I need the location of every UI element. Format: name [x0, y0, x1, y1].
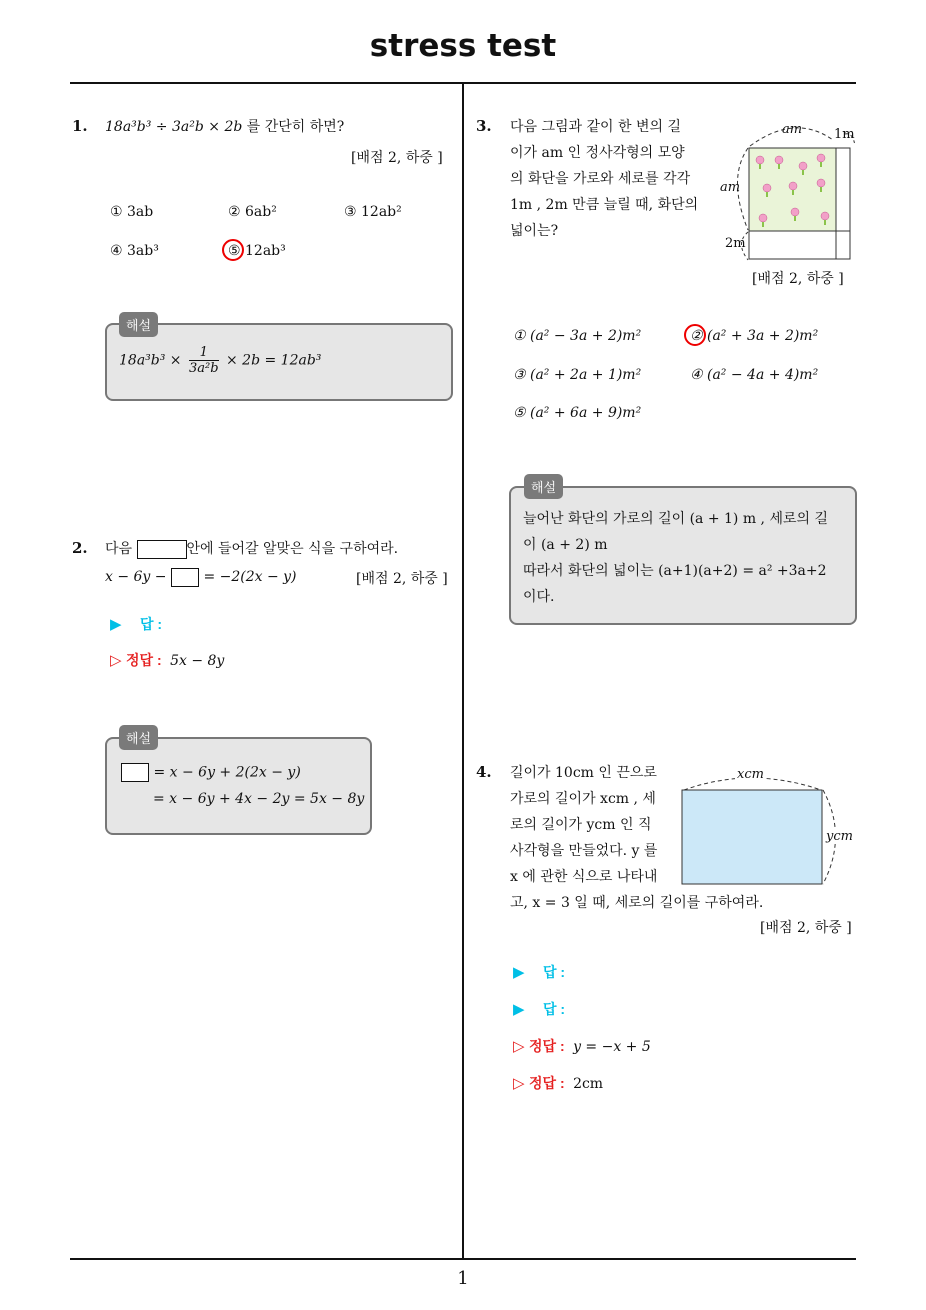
correct-value: 5x − 8y: [170, 653, 225, 669]
explanation-fraction: $\frac{1}{\text{3a²b}}$: [188, 345, 219, 376]
score-label: [배점 2, 하중 ]: [351, 150, 443, 166]
answer-label: 답 :: [140, 616, 163, 632]
answer-label: 답 :: [543, 1001, 566, 1017]
explanation-line-1: = x − 6y + 2(2x − y): [121, 763, 301, 782]
option-4[interactable]: ④ (a² − 4a + 4)m²: [690, 367, 819, 383]
question-text: [105, 114, 344, 140]
rectangle-figure: [676, 768, 846, 892]
correct-label: 정답 :: [529, 1075, 565, 1091]
blank-box[interactable]: [171, 568, 199, 587]
selected-option-circle-icon: [684, 324, 706, 346]
figure-label-right-top: 1m: [834, 127, 855, 142]
answer-row[interactable]: [110, 614, 162, 634]
explanation-line-1: 늘어난 화단의 가로의 길이 (a + 1) m , 세로의 길: [523, 511, 828, 527]
page-title: stress test: [369, 28, 557, 64]
explanation-line-3: 따라서 화단의 넓이는 (a+1)(a+2) = a² +3a+2: [523, 563, 827, 579]
correct-label: 정답 :: [126, 652, 162, 668]
question-number: 1.: [72, 117, 88, 135]
question-text-line-1: 다음 그림과 같이 한 변의 길: [510, 119, 682, 135]
question-text-line-4: 1m , 2m 만큼 늘릴 때, 화단의: [510, 197, 699, 213]
blank-box: [121, 763, 149, 782]
explanation-line-4: 이다.: [523, 589, 555, 605]
answer-arrow-icon: ▶: [513, 1000, 525, 1018]
question-text-line-1: 길이가 10cm 인 끈으로: [510, 765, 657, 781]
question-text-line-5: 넓이는?: [510, 223, 559, 239]
question-text-line-5: x 에 관한 식으로 나타내: [510, 869, 658, 885]
question-math: 18a³b³ ÷ 3a²b × 2b: [105, 119, 243, 135]
question-text-line-2: x − 6y − = −2(2x − y): [105, 569, 297, 585]
score-label: [배점 2, 하중 ]: [356, 571, 448, 587]
blank-box[interactable]: [137, 540, 187, 559]
correct-value: 2cm: [573, 1076, 604, 1092]
answer-row-2[interactable]: [513, 999, 565, 1019]
option-2[interactable]: ② 6ab²: [228, 204, 277, 220]
explanation-tag: 해설: [119, 312, 158, 337]
option-5[interactable]: ⑤ 12ab³: [228, 243, 286, 259]
answer-row-1[interactable]: [513, 962, 565, 982]
explanation-tag: 해설: [524, 474, 563, 499]
selected-option-circle-icon: [222, 239, 244, 261]
question-number: 3.: [476, 117, 492, 135]
column-divider: [462, 83, 464, 1259]
correct-arrow-icon: ▷: [110, 651, 122, 669]
question-text-line-6: 고, x = 3 일 때, 세로의 길이를 구하여라.: [510, 895, 764, 911]
question-number: 4.: [476, 763, 492, 781]
option-1[interactable]: ① 3ab: [110, 204, 154, 220]
question-text-line-3: 로의 길이가 ycm 인 직: [510, 817, 652, 833]
question-number: 2.: [72, 539, 88, 557]
figure-label-top: xcm: [737, 767, 764, 782]
figure-label-right: ycm: [826, 829, 853, 844]
answer-arrow-icon: ▶: [110, 615, 122, 633]
question-text-line-2: 가로의 길이가 xcm , 세: [510, 791, 656, 807]
figure-label-top: am: [782, 122, 803, 137]
score-label: [배점 2, 하중 ]: [760, 920, 852, 936]
correct-label: 정답 :: [529, 1038, 565, 1054]
explanation-line-2: = x − 6y + 4x − 2y = 5x − 8y: [153, 791, 365, 807]
figure-label-left: am: [720, 180, 741, 195]
correct-value: y = −x + 5: [573, 1039, 651, 1055]
footer-rule: [70, 1258, 856, 1260]
correct-arrow-icon: ▷: [513, 1037, 525, 1055]
explanation-box: [105, 737, 372, 835]
explanation-line-2: 이 (a + 2) m: [523, 537, 608, 553]
figure-label-bottom-left: 2m: [725, 236, 746, 251]
question-text-line-1: 다음 안에 들어갈 알맞은 식을 구하여라.: [105, 541, 399, 557]
page-number: 1: [457, 1268, 469, 1289]
option-5[interactable]: ⑤ (a² + 6a + 9)m²: [513, 405, 642, 421]
option-1[interactable]: ① (a² − 3a + 2)m²: [513, 328, 642, 344]
score-label: [배점 2, 하중 ]: [752, 271, 844, 287]
option-3[interactable]: ③ (a² + 2a + 1)m²: [513, 367, 642, 383]
explanation-box: [509, 486, 857, 625]
option-4[interactable]: ④ 3ab³: [110, 243, 159, 259]
answer-arrow-icon: ▶: [513, 963, 525, 981]
answer-label: 답 :: [543, 964, 566, 980]
correct-answer-row-2: [513, 1073, 603, 1093]
question-text-rest: 를 간단히 하면?: [242, 119, 345, 135]
question-text-line-4: 사각형을 만들었다. y 를: [510, 843, 658, 859]
explanation-tag: 해설: [119, 725, 158, 750]
option-2[interactable]: ② (a² + 3a + 2)m²: [690, 328, 819, 344]
correct-arrow-icon: ▷: [513, 1074, 525, 1092]
option-3[interactable]: ③ 12ab²: [344, 204, 402, 220]
explanation-formula: 18a³b³ × $\frac{1}{\text{3a²b}}$ × 2b = 12ab³: [119, 345, 322, 376]
question-text-line-3: 의 화단을 가로와 세로를 각각: [510, 171, 691, 187]
correct-answer-row: [110, 650, 224, 670]
correct-answer-row-1: [513, 1036, 651, 1056]
question-text-line-2: 이가 am 인 정사각형의 모양: [510, 145, 685, 161]
